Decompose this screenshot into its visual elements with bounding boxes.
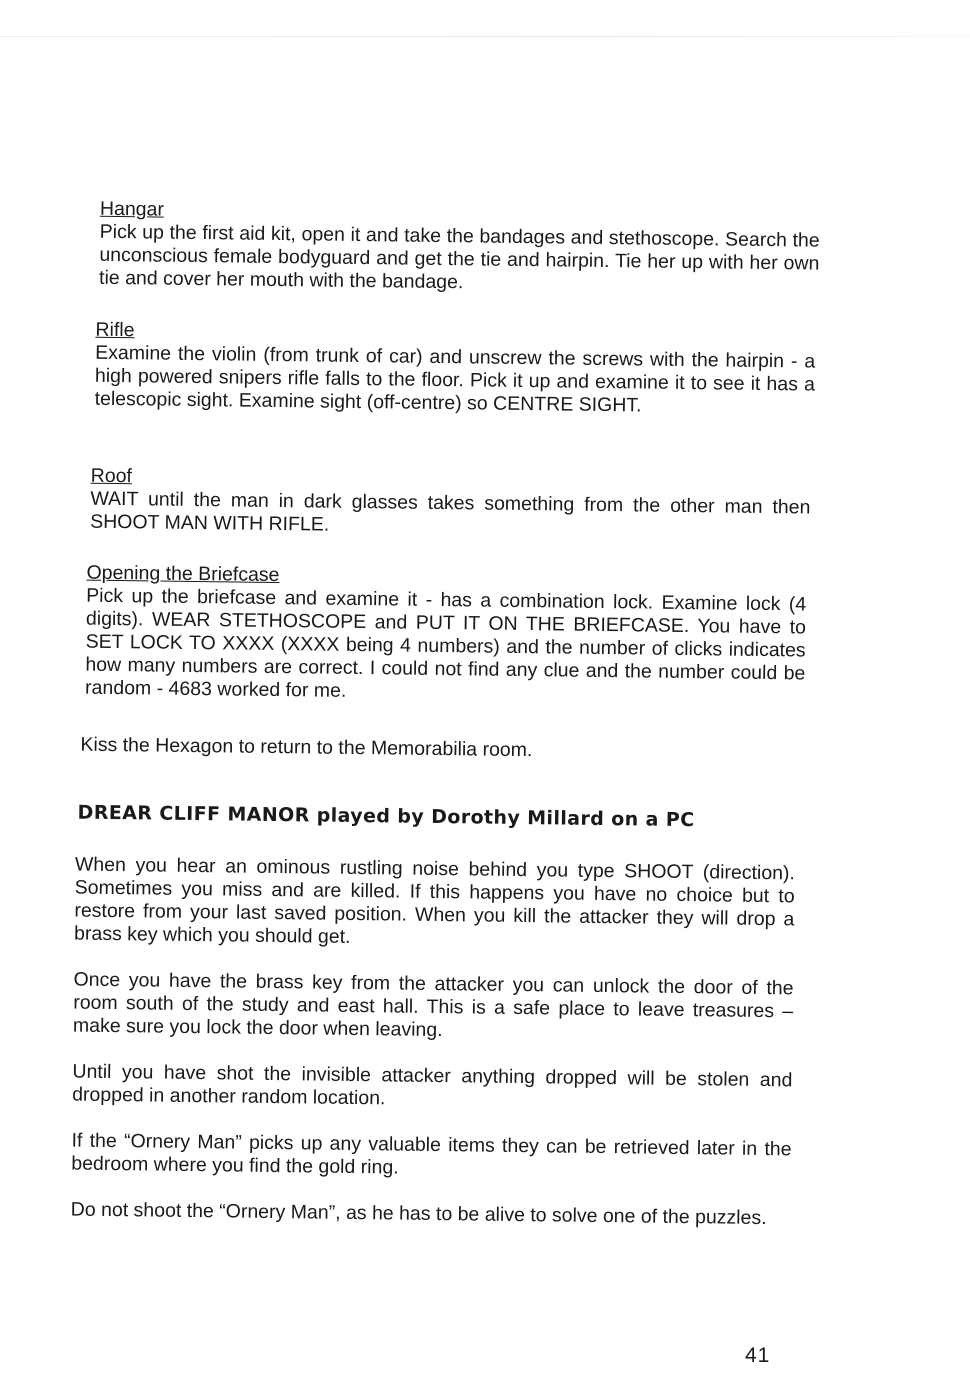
closing-text: Kiss the Hexagon to return to the Memorabilia room. [80, 733, 533, 762]
paragraph: Do not shoot the “Ornery Man”, as he has to be alive to solve one of the puzzles. [70, 1198, 767, 1230]
section-heading: Roof [90, 464, 133, 488]
section-heading: Opening the Briefcase [86, 561, 280, 587]
game-title: DREAR CLIFF MANOR played by Dorothy Millard on a PC [77, 801, 695, 832]
section-rifle [95, 319, 816, 420]
paragraph: If the “Ornery Man” picks up any valuable items they can be retrieved later in the bedroom where you find the gold ring. [71, 1129, 792, 1179]
paragraph: Once you have the brass key from the attacker you can unlock the door of the room south of the study and east hall. This is a safe place to leave treasures – make sure you lock the door when leaving. [72, 968, 794, 1042]
section-hangar [99, 198, 820, 299]
closing-line [80, 734, 800, 766]
section-heading: Hangar [99, 197, 165, 221]
section-roof [90, 465, 811, 543]
page-number: 41 [745, 1344, 771, 1367]
section-body: Pick up the first aid kit, open it and take the bandages and stethoscope. Search the unconscious female bodyguard and get the tie and hairpin. Tie her up with her own tie and cover her mouth with the bandage. [98, 220, 820, 294]
paragraph: When you hear an ominous rustling noise behind you type SHOOT (direction). Sometimes you miss and are killed. If this happens you have no choice but to restore from your last saved position. When you kill the attacker they will drop a brass key which you should get. [73, 853, 796, 948]
dreaer-cliff-body [71, 854, 795, 1231]
paragraph: Until you have shot the invisible attacker anything dropped will be stolen and dropped in another random location. [72, 1060, 793, 1110]
section-body: WAIT until the man in dark glasses takes something from the other man then SHOOT MAN WITH RIFLE. [90, 487, 811, 536]
section-body: Examine the violin (from trunk of car) and unscrew the screws with the hairpin - a high powered snipers rifle falls to the floor. Pick it up and examine it to see it has a telescopic sight. Examine sight (off-centre) so CENTRE SIGHT. [94, 341, 816, 417]
section-opening-briefcase [85, 562, 807, 709]
section-heading: Rifle [95, 318, 135, 342]
section-body: Pick up the briefcase and examine it - has a combination lock. Examine lock (4 digits). WEAR STETHOSCOPE and PUT IT ON THE BRIEFCASE. You have to SET LOCK TO XXXX (XXXX being 4 numbers) and the number of clicks indicates how many numbers are correct. I could not find any clue and the number could be random - 4683 worked for me. [84, 584, 807, 702]
game-title-block [77, 802, 797, 834]
